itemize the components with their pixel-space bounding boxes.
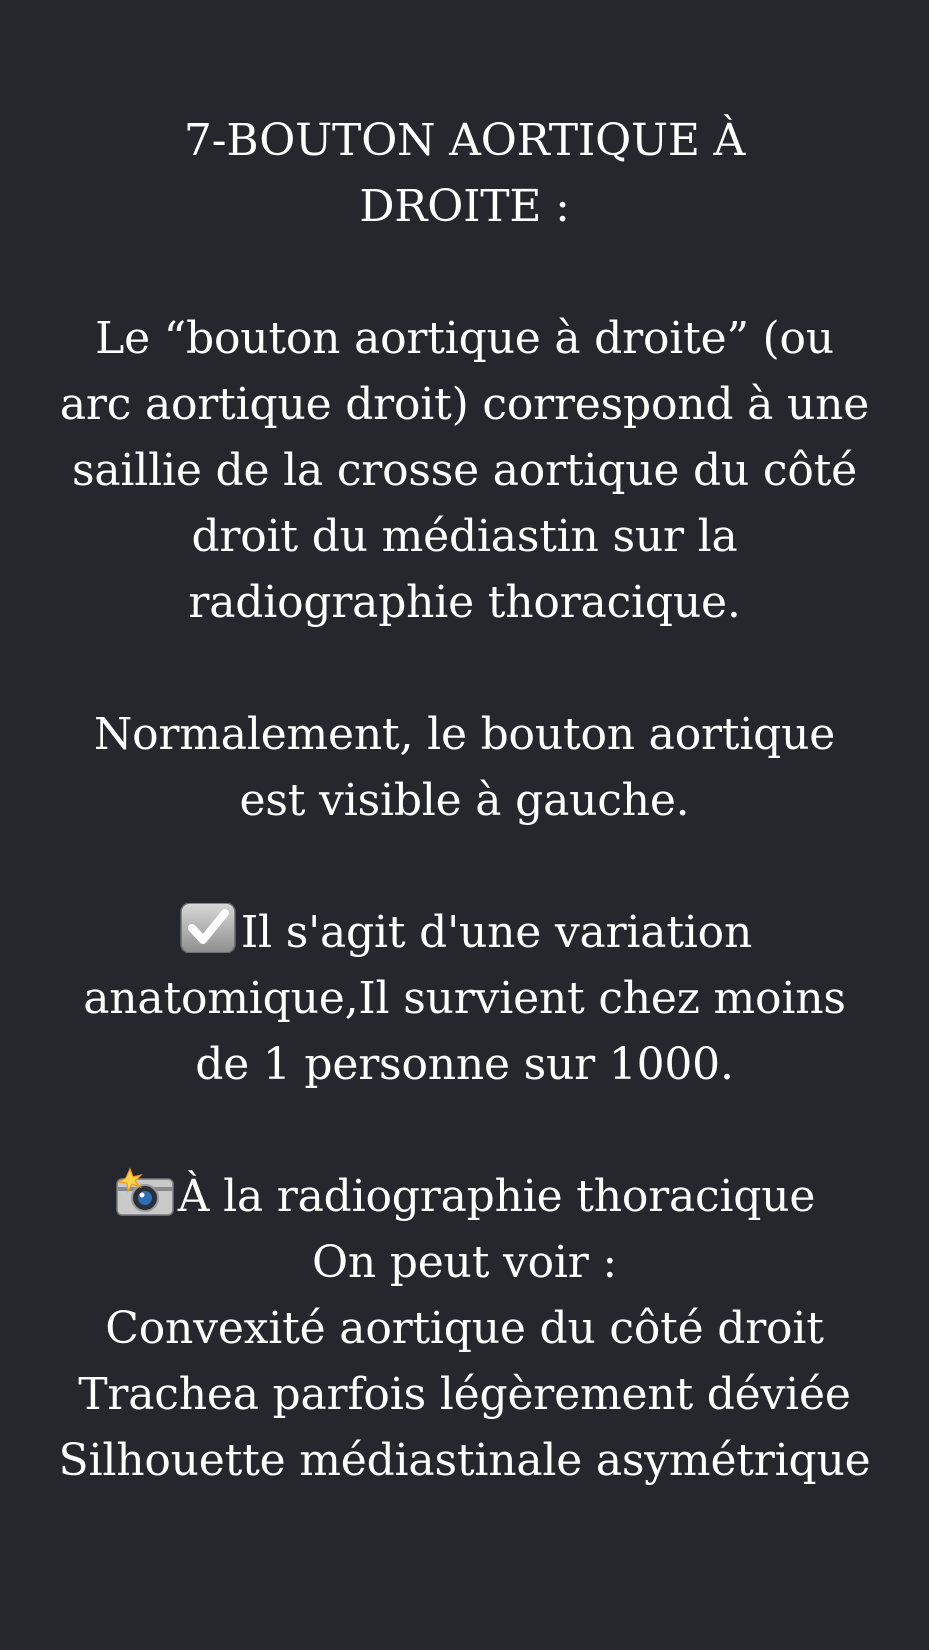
variation-text: Il s'agit d'une variation anatomique,Il survient chez moins de 1 personne sur 1000. bbox=[83, 907, 846, 1090]
finding-item: Silhouette médiastinale asymétrique bbox=[58, 1435, 871, 1486]
radiography-heading: À la radiographie thoracique bbox=[177, 1171, 816, 1222]
radiography-heading-line bbox=[35, 1164, 895, 1230]
radiography-subheading: On peut voir : bbox=[311, 1237, 618, 1288]
intro-paragraph: Le “bouton aortique à droite” (ou arc aortique droit) correspond à une saillie de la crosse aortique du côté droit du médiastin sur la radiographie thoracique. bbox=[59, 313, 870, 628]
variation-paragraph bbox=[55, 900, 875, 1098]
radiography-section bbox=[35, 1164, 895, 1494]
check-mark-button-icon bbox=[177, 903, 239, 953]
camera-with-flash-icon bbox=[114, 1167, 176, 1217]
section-title: 7-BOUTON AORTIQUE À DROITE : bbox=[183, 115, 746, 232]
finding-item: Trachea parfois légèrement déviée bbox=[78, 1369, 851, 1420]
finding-item: Convexité aortique du côté droit bbox=[105, 1303, 824, 1354]
normal-position-paragraph: Normalement, le bouton aortique est visible à gauche. bbox=[93, 709, 836, 826]
